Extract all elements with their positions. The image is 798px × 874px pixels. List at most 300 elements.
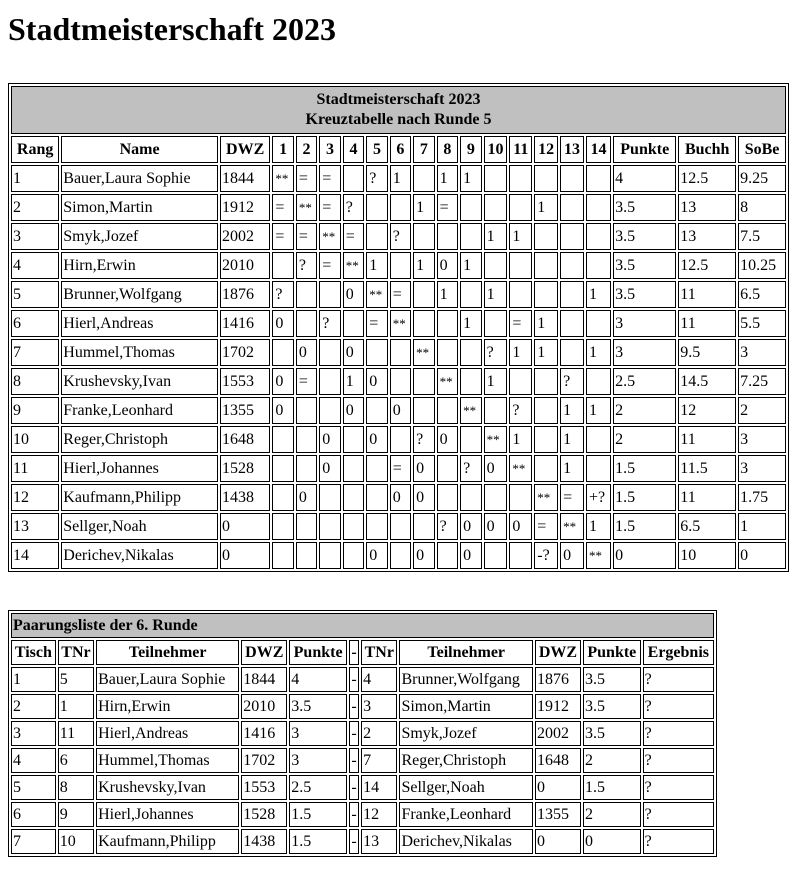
result-cell: = [534, 513, 558, 540]
sonneborn-berger-cell: 3 [738, 455, 786, 482]
result-cell [509, 484, 532, 511]
crosstable-header-rang: Rang [11, 136, 59, 163]
crosstable-header-2: 2 [296, 136, 317, 163]
result-cell [460, 281, 481, 308]
result-cell [460, 194, 481, 221]
result-cell [437, 484, 458, 511]
result-cell [413, 223, 434, 250]
dwz-cell: 1844 [220, 165, 270, 192]
result-cell: = [390, 455, 411, 482]
rank-cell: 4 [11, 252, 59, 279]
result-cell: 1 [509, 223, 532, 250]
rank-cell: 7 [11, 339, 59, 366]
rank-cell: 1 [11, 165, 59, 192]
crosstable-row [11, 194, 786, 221]
result-cell [484, 397, 508, 424]
white-dwz-cell: 2010 [241, 694, 287, 719]
player-name-cell: Derichev,Nikalas [61, 542, 218, 569]
result-cell: = [319, 252, 340, 279]
result-cell [534, 223, 558, 250]
crosstable-row [11, 397, 786, 424]
result-cell [296, 542, 317, 569]
result-cell [534, 252, 558, 279]
result-cell: 1 [413, 194, 434, 221]
result-cell [460, 426, 481, 453]
result-cell [460, 368, 481, 395]
black-player-number-cell: 13 [361, 829, 397, 854]
result-cell: 1 [509, 339, 532, 366]
result-cell: 0 [437, 252, 458, 279]
buchholz-cell: 13 [678, 194, 736, 221]
pairing-row [11, 748, 714, 773]
pairing-row [11, 721, 714, 746]
table-number-cell: 4 [11, 748, 56, 773]
result-cell [437, 223, 458, 250]
result-cell [560, 223, 584, 250]
white-player-number-cell: 8 [58, 775, 94, 800]
result-cell: 1 [534, 194, 558, 221]
dwz-cell: 2002 [220, 223, 270, 250]
dwz-cell: 2010 [220, 252, 270, 279]
black-player-number-cell: 14 [361, 775, 397, 800]
buchholz-cell: 9.5 [678, 339, 736, 366]
sonneborn-berger-cell: 3 [738, 426, 786, 453]
result-cell [560, 252, 584, 279]
result-cell [437, 542, 458, 569]
result-cell [272, 252, 293, 279]
black-points-cell: 1.5 [583, 775, 641, 800]
table-number-cell: 2 [11, 694, 56, 719]
result-cell: 1 [343, 368, 364, 395]
sonneborn-berger-cell: 1.75 [738, 484, 786, 511]
result-cell [509, 542, 532, 569]
black-dwz-cell: 2002 [535, 721, 581, 746]
result-cell: 1 [586, 513, 611, 540]
crosstable-row [11, 281, 786, 308]
points-cell: 3.5 [613, 281, 676, 308]
result-cell: ** [484, 426, 508, 453]
result-cell: 1 [586, 397, 611, 424]
result-cell: = [272, 223, 293, 250]
separator-cell: - [349, 694, 359, 719]
crosstable-header-dwz: DWZ [220, 136, 270, 163]
result-cell [390, 252, 411, 279]
result-cell [534, 455, 558, 482]
result-cell [366, 223, 387, 250]
white-player-name-cell: Kaufmann,Philipp [96, 829, 239, 854]
result-cell [366, 513, 387, 540]
black-dwz-cell: 1355 [535, 802, 581, 827]
result-cell [560, 339, 584, 366]
result-cell [343, 513, 364, 540]
result-cell: +? [586, 484, 611, 511]
result-cell: 1 [586, 339, 611, 366]
result-cell: 1 [437, 281, 458, 308]
result-cell: -? [534, 542, 558, 569]
pairing-row [11, 694, 714, 719]
black-player-number-cell: 12 [361, 802, 397, 827]
result-cell: 0 [484, 455, 508, 482]
crosstable-header-punkte: Punkte [613, 136, 676, 163]
separator-cell: - [349, 748, 359, 773]
result-cell [296, 513, 317, 540]
white-points-cell: 3 [289, 748, 347, 773]
result-cell: 0 [366, 426, 387, 453]
points-cell: 4 [613, 165, 676, 192]
points-cell: 1.5 [613, 484, 676, 511]
black-dwz-cell: 1648 [535, 748, 581, 773]
pairings-header-tisch: Tisch [11, 640, 56, 665]
page-title: Stadtmeisterschaft 2023 [8, 11, 336, 47]
pairing-row [11, 667, 714, 692]
result-cell [560, 281, 584, 308]
result-cell [319, 542, 340, 569]
result-cell: ? [319, 310, 340, 337]
crosstable-header-3: 3 [319, 136, 340, 163]
white-player-name-cell: Bauer,Laura Sophie [96, 667, 239, 692]
pairings-caption: Paarungsliste der 6. Runde [11, 613, 714, 638]
white-player-name-cell: Hirn,Erwin [96, 694, 239, 719]
result-cell: 1 [509, 426, 532, 453]
points-cell: 3.5 [613, 194, 676, 221]
crosstable-body [11, 165, 786, 569]
pairings-header-tnr-white: TNr [58, 640, 94, 665]
dwz-cell: 1528 [220, 455, 270, 482]
result-cell [484, 484, 508, 511]
crosstable-header-name: Name [61, 136, 218, 163]
white-points-cell: 1.5 [289, 802, 347, 827]
result-cell [509, 194, 532, 221]
white-dwz-cell: 1553 [241, 775, 287, 800]
crosstable-row [11, 426, 786, 453]
table-number-cell: 6 [11, 802, 56, 827]
pairings-header-punkte-black: Punkte [583, 640, 641, 665]
result-cell [272, 455, 293, 482]
result-cell: ** [460, 397, 481, 424]
result-cell: 1 [484, 368, 508, 395]
crosstable-header-6: 6 [390, 136, 411, 163]
white-dwz-cell: 1416 [241, 721, 287, 746]
result-cell: = [296, 368, 317, 395]
result-cell [343, 426, 364, 453]
points-cell: 3 [613, 339, 676, 366]
rank-cell: 8 [11, 368, 59, 395]
crosstable-header-10: 10 [484, 136, 508, 163]
player-name-cell: Bauer,Laura Sophie [61, 165, 218, 192]
black-player-name-cell: Sellger,Noah [399, 775, 533, 800]
result-cell [366, 339, 387, 366]
result-cell [343, 310, 364, 337]
rank-cell: 11 [11, 455, 59, 482]
result-cell [460, 223, 481, 250]
result-cell [534, 426, 558, 453]
crosstable-header-4: 4 [343, 136, 364, 163]
crosstable-row [11, 252, 786, 279]
result-cell: 1 [560, 426, 584, 453]
table-number-cell: 7 [11, 829, 56, 854]
player-name-cell: Hierl,Andreas [61, 310, 218, 337]
white-player-name-cell: Hierl,Johannes [96, 802, 239, 827]
result-cell [586, 252, 611, 279]
result-cell: = [296, 165, 317, 192]
points-cell: 3.5 [613, 223, 676, 250]
crosstable-header-5: 5 [366, 136, 387, 163]
result-cell [390, 339, 411, 366]
result-cell: ? [560, 368, 584, 395]
result-cell [319, 397, 340, 424]
crosstable-header-11: 11 [509, 136, 532, 163]
result-cell: = [366, 310, 387, 337]
result-cell: ? [460, 455, 481, 482]
buchholz-cell: 10 [678, 542, 736, 569]
result-cell: ** [586, 542, 611, 569]
black-dwz-cell: 0 [535, 829, 581, 854]
buchholz-cell: 12.5 [678, 252, 736, 279]
result-cell [296, 426, 317, 453]
separator-cell: - [349, 829, 359, 854]
pairings-header-teilnehmer-white: Teilnehmer [96, 640, 239, 665]
sonneborn-berger-cell: 0 [738, 542, 786, 569]
result-cell [272, 339, 293, 366]
result-cell [272, 426, 293, 453]
result-cell: 0 [296, 484, 317, 511]
black-points-cell: 3.5 [583, 721, 641, 746]
result-cell [413, 397, 434, 424]
buchholz-cell: 14.5 [678, 368, 736, 395]
result-cell: 1 [366, 252, 387, 279]
crosstable-header-sobe: SoBe [738, 136, 786, 163]
crosstable-header-14: 14 [586, 136, 611, 163]
crosstable-header-8: 8 [437, 136, 458, 163]
rank-cell: 12 [11, 484, 59, 511]
result-cell [413, 513, 434, 540]
black-player-name-cell: Brunner,Wolfgang [399, 667, 533, 692]
rank-cell: 3 [11, 223, 59, 250]
result-cell: 0 [319, 455, 340, 482]
pairings-header-tnr-black: TNr [361, 640, 397, 665]
result-cell: ? [413, 426, 434, 453]
result-cell: ? [643, 775, 714, 800]
buchholz-cell: 11 [678, 426, 736, 453]
crosstable-row [11, 542, 786, 569]
result-cell: = [296, 223, 317, 250]
buchholz-cell: 6.5 [678, 513, 736, 540]
result-cell [319, 368, 340, 395]
result-cell: 1 [560, 397, 584, 424]
black-player-name-cell: Smyk,Jozef [399, 721, 533, 746]
table-number-cell: 3 [11, 721, 56, 746]
result-cell [534, 397, 558, 424]
black-player-name-cell: Franke,Leonhard [399, 802, 533, 827]
crosstable-row [11, 368, 786, 395]
result-cell [437, 339, 458, 366]
result-cell [343, 542, 364, 569]
result-cell [390, 542, 411, 569]
player-name-cell: Hummel,Thomas [61, 339, 218, 366]
sonneborn-berger-cell: 7.25 [738, 368, 786, 395]
result-cell: 0 [272, 310, 293, 337]
pairing-row [11, 802, 714, 827]
white-player-name-cell: Krushevsky,Ivan [96, 775, 239, 800]
result-cell [390, 426, 411, 453]
white-player-number-cell: 6 [58, 748, 94, 773]
result-cell [509, 165, 532, 192]
buchholz-cell: 11 [678, 310, 736, 337]
result-cell [413, 281, 434, 308]
pairing-row [11, 775, 714, 800]
dwz-cell: 1702 [220, 339, 270, 366]
black-player-name-cell: Reger,Christoph [399, 748, 533, 773]
pairings-header-dwz-black: DWZ [535, 640, 581, 665]
result-cell: 0 [343, 397, 364, 424]
crosstable-header-buchh: Buchh [678, 136, 736, 163]
result-cell: ? [272, 281, 293, 308]
result-cell [366, 455, 387, 482]
result-cell: ? [484, 339, 508, 366]
result-cell: ? [643, 721, 714, 746]
result-cell [366, 397, 387, 424]
white-player-number-cell: 5 [58, 667, 94, 692]
result-cell [586, 426, 611, 453]
crosstable-caption [11, 86, 786, 134]
buchholz-cell: 11 [678, 484, 736, 511]
black-dwz-cell: 0 [535, 775, 581, 800]
result-cell [390, 194, 411, 221]
crosstable-row [11, 513, 786, 540]
separator-cell: - [349, 721, 359, 746]
points-cell: 3.5 [613, 252, 676, 279]
player-name-cell: Franke,Leonhard [61, 397, 218, 424]
white-player-name-cell: Hummel,Thomas [96, 748, 239, 773]
result-cell [390, 368, 411, 395]
result-cell: 0 [437, 426, 458, 453]
sonneborn-berger-cell: 1 [738, 513, 786, 540]
rank-cell: 5 [11, 281, 59, 308]
buchholz-cell: 11.5 [678, 455, 736, 482]
dwz-cell: 1438 [220, 484, 270, 511]
result-cell [484, 310, 508, 337]
result-cell: 0 [296, 339, 317, 366]
rank-cell: 6 [11, 310, 59, 337]
result-cell [484, 165, 508, 192]
dwz-cell: 1912 [220, 194, 270, 221]
result-cell: 0 [272, 397, 293, 424]
buchholz-cell: 11 [678, 281, 736, 308]
crosstable-header-1: 1 [272, 136, 293, 163]
crosstable-row [11, 223, 786, 250]
result-cell: ? [643, 694, 714, 719]
sonneborn-berger-cell: 10.25 [738, 252, 786, 279]
result-cell: ? [643, 829, 714, 854]
result-cell: = [343, 223, 364, 250]
result-cell: 1 [560, 455, 584, 482]
result-cell [586, 455, 611, 482]
pairings-header-row [11, 640, 714, 665]
player-name-cell: Reger,Christoph [61, 426, 218, 453]
result-cell [343, 165, 364, 192]
result-cell [272, 513, 293, 540]
white-player-number-cell: 1 [58, 694, 94, 719]
result-cell [460, 484, 481, 511]
result-cell: ? [643, 748, 714, 773]
result-cell: ** [437, 368, 458, 395]
black-points-cell: 3.5 [583, 667, 641, 692]
player-name-cell: Brunner,Wolfgang [61, 281, 218, 308]
black-dwz-cell: 1876 [535, 667, 581, 692]
points-cell: 0 [613, 542, 676, 569]
sonneborn-berger-cell: 6.5 [738, 281, 786, 308]
white-player-name-cell: Hierl,Andreas [96, 721, 239, 746]
black-player-number-cell: 7 [361, 748, 397, 773]
result-cell: ? [643, 667, 714, 692]
dwz-cell: 0 [220, 513, 270, 540]
dwz-cell: 1876 [220, 281, 270, 308]
black-points-cell: 2 [583, 748, 641, 773]
crosstable-caption-row [11, 86, 786, 134]
result-cell [296, 397, 317, 424]
black-points-cell: 2 [583, 802, 641, 827]
result-cell: ** [272, 165, 293, 192]
black-player-name-cell: Derichev,Nikalas [399, 829, 533, 854]
result-cell [586, 310, 611, 337]
black-player-number-cell: 4 [361, 667, 397, 692]
result-cell: 1 [534, 339, 558, 366]
result-cell: ** [366, 281, 387, 308]
result-cell: 1 [460, 252, 481, 279]
result-cell: ** [534, 484, 558, 511]
result-cell [319, 281, 340, 308]
result-cell [319, 339, 340, 366]
pairings-header-ergebnis: Ergebnis [643, 640, 714, 665]
result-cell [296, 310, 317, 337]
player-name-cell: Hirn,Erwin [61, 252, 218, 279]
points-cell: 3 [613, 310, 676, 337]
rank-cell: 9 [11, 397, 59, 424]
result-cell [437, 455, 458, 482]
player-name-cell: Simon,Martin [61, 194, 218, 221]
crosstable-row [11, 484, 786, 511]
result-cell [413, 310, 434, 337]
result-cell [560, 165, 584, 192]
result-cell: = [390, 281, 411, 308]
result-cell [484, 542, 508, 569]
result-cell: ? [437, 513, 458, 540]
result-cell: = [509, 310, 532, 337]
rank-cell: 14 [11, 542, 59, 569]
result-cell: 0 [343, 339, 364, 366]
player-name-cell: Smyk,Jozef [61, 223, 218, 250]
result-cell [413, 368, 434, 395]
result-cell: = [272, 194, 293, 221]
table-number-cell: 1 [11, 667, 56, 692]
dwz-cell: 1355 [220, 397, 270, 424]
result-cell: 0 [413, 484, 434, 511]
player-name-cell: Sellger,Noah [61, 513, 218, 540]
crosstable-header-row [11, 136, 786, 163]
black-player-name-cell: Simon,Martin [399, 694, 533, 719]
sonneborn-berger-cell: 8 [738, 194, 786, 221]
result-cell: 0 [343, 281, 364, 308]
dwz-cell: 1416 [220, 310, 270, 337]
crosstable-row [11, 310, 786, 337]
separator-cell: - [349, 775, 359, 800]
result-cell: ** [319, 223, 340, 250]
result-cell [560, 310, 584, 337]
result-cell: 0 [460, 513, 481, 540]
points-cell: 2 [613, 397, 676, 424]
sonneborn-berger-cell: 3 [738, 339, 786, 366]
result-cell: 0 [509, 513, 532, 540]
